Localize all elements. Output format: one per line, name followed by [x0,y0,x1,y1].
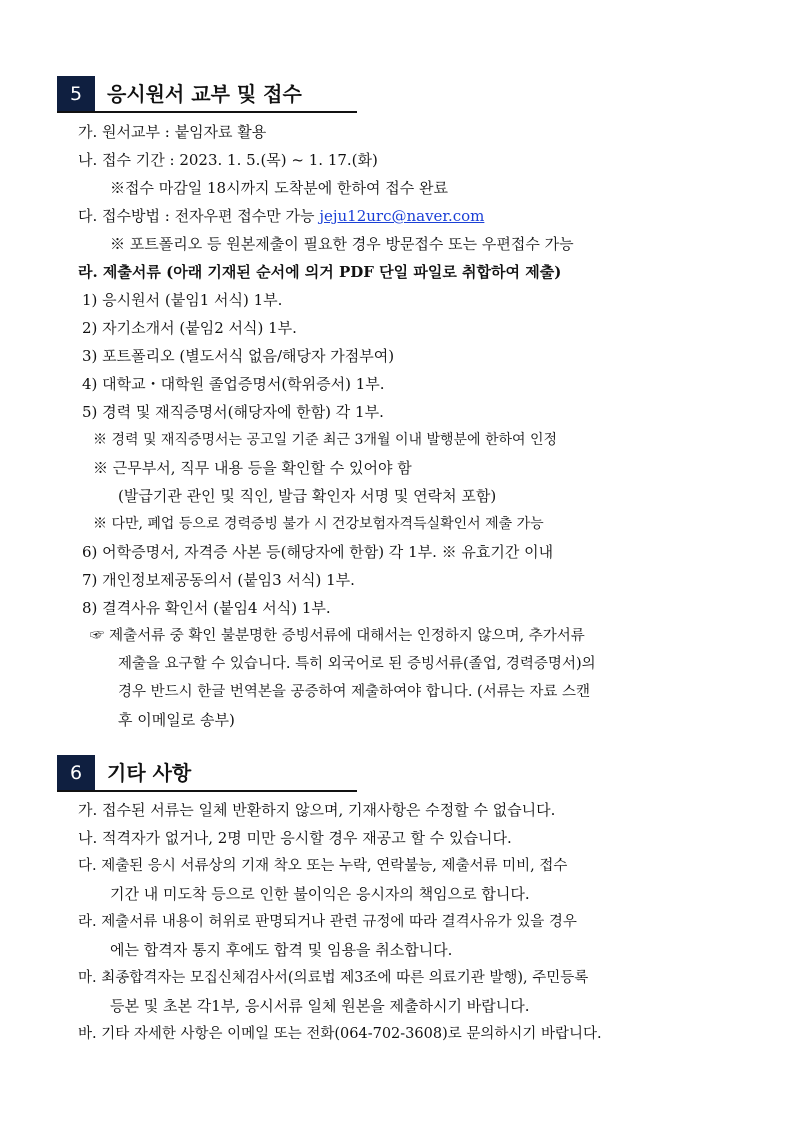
etc-item-e-line-2: 등본 및 초본 각1부, 응시서류 일체 원본을 제출하시기 바랍니다. [110,997,530,1015]
note-career-2: ※ 근무부서, 직무 내용 등을 확인할 수 있어야 함 [93,459,412,477]
etc-item-d-line-2: 에는 합격자 통지 후에도 합격 및 임용을 취소합니다. [110,941,453,959]
section-6-number: 6 [57,755,95,791]
section-6-underline [57,790,357,792]
remark-line-2: 제출을 요구할 수 있습니다. 특히 외국어로 된 증빙서류(졸업, 경력증명서)의 [118,656,596,672]
item-c-method [78,206,484,226]
section-5-number: 5 [57,76,95,112]
doc-4: 4) 대학교・대학원 졸업증명서(학위증서) 1부. [82,375,385,393]
remark-line-4: 후 이메일로 송부) [118,711,235,729]
doc-8: 8) 결격사유 확인서 (붙임4 서식) 1부. [82,599,331,617]
doc-2: 2) 자기소개서 (붙임2 서식) 1부. [82,319,297,337]
item-a-application-form: 가. 원서교부 : 붙임자료 활용 [78,123,267,141]
note-career-4: ※ 다만, 폐업 등으로 경력증빙 불가 시 건강보험자격득실확인서 제출 가능 [93,516,544,532]
item-c-method-text: 다. 접수방법 : 전자우편 접수만 가능 [78,207,315,225]
etc-item-a: 가. 접수된 서류는 일체 반환하지 않으며, 기재사항은 수정할 수 없습니다. [78,801,556,819]
doc-3: 3) 포트폴리오 (별도서식 없음/해당자 가점부여) [82,347,395,365]
section-6-title: 기타 사항 [107,761,192,785]
doc-6: 6) 어학증명서, 자격증 사본 등(해당자에 한함) 각 1부. ※ 유효기간 이내 [82,543,554,561]
etc-item-f: 바. 기타 자세한 사항은 이메일 또는 전화(064-702-3608)로 문의하시기 바랍니다. [78,1026,602,1042]
etc-item-c-line-2: 기간 내 미도착 등으로 인한 불이익은 응시자의 책임으로 합니다. [110,885,530,903]
section-6-header [57,755,357,791]
doc-7: 7) 개인정보제공동의서 (붙임3 서식) 1부. [82,571,355,589]
etc-item-d-line-1: 라. 제출서류 내용이 허위로 판명되거나 관련 규정에 따라 결격사유가 있을 경우 [78,914,577,930]
etc-item-c-line-1: 다. 제출된 응시 서류상의 기재 착오 또는 누락, 연락불능, 제출서류 미비, 접수 [78,858,568,874]
section-5-title: 응시원서 교부 및 접수 [107,82,302,106]
etc-item-e-line-1: 마. 최종합격자는 모집신체검사서(의료법 제3조에 따른 의료기관 발행), 주민등록 [78,970,589,986]
note-career-1: ※ 경력 및 재직증명서는 공고일 기준 최근 3개월 이내 발행분에 한하여 인정 [93,432,558,448]
remark-line-3: 경우 반드시 한글 번역본을 공증하여 제출하여야 합니다. (서류는 자료 스캔 [118,684,590,700]
section-5-underline [57,111,357,113]
note-deadline: ※접수 마감일 18시까지 도착분에 한하여 접수 완료 [110,179,449,197]
doc-1: 1) 응시원서 (붙임1 서식) 1부. [82,291,283,309]
etc-item-b: 나. 적격자가 없거나, 2명 미만 응시할 경우 재공고 할 수 있습니다. [78,829,512,847]
item-b-period: 나. 접수 기간 : 2023. 1. 5.(목) ~ 1. 17.(화) [78,151,378,169]
note-portfolio: ※ 포트폴리오 등 원본제출이 필요한 경우 방문접수 또는 우편접수 가능 [110,235,574,253]
item-d-documents: 라. 제출서류 (아래 기재된 순서에 의거 PDF 단일 파일로 취합하여 제출) [78,263,562,281]
section-5-header [57,76,357,112]
note-career-3: (발급기관 관인 및 직인, 발급 확인자 서명 및 연락처 포함) [118,487,497,505]
remark-line-1: ☞ 제출서류 중 확인 불분명한 증빙서류에 대해서는 인정하지 않으며, 추가서류 [90,628,585,644]
email-link[interactable]: jeju12urc@naver.com [319,207,485,225]
doc-5: 5) 경력 및 재직증명서(해당자에 한함) 각 1부. [82,403,384,421]
